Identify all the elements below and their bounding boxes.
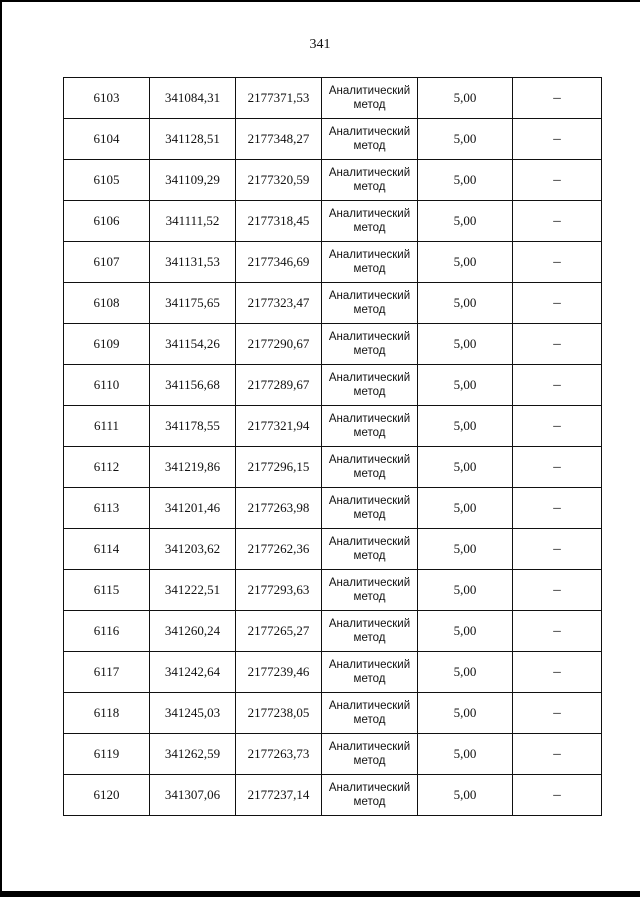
method-line-1: Аналитический: [328, 167, 411, 179]
method-line-2: метод: [353, 673, 386, 685]
accuracy-cell: 5,00: [418, 160, 513, 201]
x-coordinate-cell: 341178,55: [150, 406, 236, 447]
x-coordinate-cell: 341175,65: [150, 283, 236, 324]
table-row: [64, 652, 602, 693]
method-line-2: метод: [353, 263, 386, 275]
method-line-2: метод: [353, 796, 386, 808]
accuracy-cell: 5,00: [418, 693, 513, 734]
x-coordinate-cell: 341245,03: [150, 693, 236, 734]
x-coordinate-cell: 341111,52: [150, 201, 236, 242]
dash-cell: –: [513, 406, 602, 447]
x-coordinate-cell: 341219,86: [150, 447, 236, 488]
method-line-2: метод: [353, 550, 386, 562]
dash-cell: –: [513, 78, 602, 119]
accuracy-cell: 5,00: [418, 324, 513, 365]
method-line-1: Аналитический: [328, 782, 411, 794]
method-cell: [322, 78, 418, 119]
accuracy-cell: 5,00: [418, 775, 513, 816]
y-coordinate-cell: 2177296,15: [236, 447, 322, 488]
table-row: [64, 78, 602, 119]
x-coordinate-cell: 341260,24: [150, 611, 236, 652]
method-line-2: метод: [353, 714, 386, 726]
method-line-2: метод: [353, 468, 386, 480]
method-line-1: Аналитический: [328, 290, 411, 302]
method-line-1: Аналитический: [328, 331, 411, 343]
x-coordinate-cell: 341262,59: [150, 734, 236, 775]
y-coordinate-cell: 2177371,53: [236, 78, 322, 119]
dash-cell: –: [513, 447, 602, 488]
method-line-2: метод: [353, 509, 386, 521]
dash-cell: –: [513, 693, 602, 734]
y-coordinate-cell: 2177323,47: [236, 283, 322, 324]
method-cell: [322, 160, 418, 201]
method-line-2: метод: [353, 304, 386, 316]
method-line-1: Аналитический: [328, 577, 411, 589]
dash-cell: –: [513, 119, 602, 160]
x-coordinate-cell: 341242,64: [150, 652, 236, 693]
y-coordinate-cell: 2177265,27: [236, 611, 322, 652]
method-cell: [322, 611, 418, 652]
scan-border-top: [0, 0, 640, 2]
table-row: [64, 324, 602, 365]
y-coordinate-cell: 2177318,45: [236, 201, 322, 242]
table-row: [64, 283, 602, 324]
y-coordinate-cell: 2177346,69: [236, 242, 322, 283]
coordinates-table: [63, 77, 602, 816]
method-cell: [322, 365, 418, 406]
method-cell: [322, 406, 418, 447]
dash-cell: –: [513, 283, 602, 324]
method-cell: [322, 529, 418, 570]
y-coordinate-cell: 2177238,05: [236, 693, 322, 734]
dash-cell: –: [513, 529, 602, 570]
accuracy-cell: 5,00: [418, 119, 513, 160]
point-number-cell: 6120: [64, 775, 150, 816]
table-row: [64, 160, 602, 201]
x-coordinate-cell: 341154,26: [150, 324, 236, 365]
table-row: [64, 529, 602, 570]
y-coordinate-cell: 2177237,14: [236, 775, 322, 816]
point-number-cell: 6113: [64, 488, 150, 529]
y-coordinate-cell: 2177290,67: [236, 324, 322, 365]
point-number-cell: 6119: [64, 734, 150, 775]
dash-cell: –: [513, 242, 602, 283]
method-line-2: метод: [353, 140, 386, 152]
x-coordinate-cell: 341084,31: [150, 78, 236, 119]
dash-cell: –: [513, 201, 602, 242]
table-row: [64, 242, 602, 283]
method-cell: [322, 693, 418, 734]
table-row: [64, 734, 602, 775]
y-coordinate-cell: 2177348,27: [236, 119, 322, 160]
accuracy-cell: 5,00: [418, 488, 513, 529]
method-line-2: метод: [353, 591, 386, 603]
table-row: [64, 447, 602, 488]
accuracy-cell: 5,00: [418, 447, 513, 488]
method-line-1: Аналитический: [328, 659, 411, 671]
point-number-cell: 6107: [64, 242, 150, 283]
x-coordinate-cell: 341307,06: [150, 775, 236, 816]
method-line-2: метод: [353, 427, 386, 439]
x-coordinate-cell: 341131,53: [150, 242, 236, 283]
method-line-1: Аналитический: [328, 741, 411, 753]
method-line-1: Аналитический: [328, 495, 411, 507]
x-coordinate-cell: 341109,29: [150, 160, 236, 201]
table-row: [64, 570, 602, 611]
table-row: [64, 365, 602, 406]
table-row: [64, 488, 602, 529]
table-row: [64, 406, 602, 447]
accuracy-cell: 5,00: [418, 734, 513, 775]
table-row: [64, 201, 602, 242]
accuracy-cell: 5,00: [418, 529, 513, 570]
point-number-cell: 6110: [64, 365, 150, 406]
point-number-cell: 6105: [64, 160, 150, 201]
method-cell: [322, 283, 418, 324]
method-line-1: Аналитический: [328, 372, 411, 384]
method-line-2: метод: [353, 345, 386, 357]
accuracy-cell: 5,00: [418, 365, 513, 406]
y-coordinate-cell: 2177262,36: [236, 529, 322, 570]
accuracy-cell: 5,00: [418, 78, 513, 119]
point-number-cell: 6108: [64, 283, 150, 324]
point-number-cell: 6118: [64, 693, 150, 734]
method-cell: [322, 488, 418, 529]
dash-cell: –: [513, 324, 602, 365]
method-line-1: Аналитический: [328, 85, 411, 97]
dash-cell: –: [513, 160, 602, 201]
method-cell: [322, 652, 418, 693]
x-coordinate-cell: 341128,51: [150, 119, 236, 160]
method-cell: [322, 447, 418, 488]
dash-cell: –: [513, 611, 602, 652]
method-cell: [322, 324, 418, 365]
scan-border-left: [0, 0, 2, 897]
accuracy-cell: 5,00: [418, 201, 513, 242]
dash-cell: –: [513, 488, 602, 529]
point-number-cell: 6109: [64, 324, 150, 365]
method-line-2: метод: [353, 99, 386, 111]
dash-cell: –: [513, 652, 602, 693]
table-row: [64, 119, 602, 160]
method-line-2: метод: [353, 386, 386, 398]
method-line-1: Аналитический: [328, 618, 411, 630]
method-line-1: Аналитический: [328, 249, 411, 261]
scan-border-bottom: [0, 891, 640, 897]
accuracy-cell: 5,00: [418, 652, 513, 693]
table-row: [64, 611, 602, 652]
method-cell: [322, 242, 418, 283]
method-line-2: метод: [353, 181, 386, 193]
dash-cell: –: [513, 775, 602, 816]
point-number-cell: 6112: [64, 447, 150, 488]
method-line-1: Аналитический: [328, 536, 411, 548]
dash-cell: –: [513, 570, 602, 611]
method-line-1: Аналитический: [328, 700, 411, 712]
method-line-2: метод: [353, 755, 386, 767]
x-coordinate-cell: 341203,62: [150, 529, 236, 570]
dash-cell: –: [513, 365, 602, 406]
method-cell: [322, 570, 418, 611]
method-line-1: Аналитический: [328, 126, 411, 138]
y-coordinate-cell: 2177263,73: [236, 734, 322, 775]
accuracy-cell: 5,00: [418, 611, 513, 652]
method-line-1: Аналитический: [328, 454, 411, 466]
method-line-2: метод: [353, 222, 386, 234]
y-coordinate-cell: 2177321,94: [236, 406, 322, 447]
method-line-1: Аналитический: [328, 208, 411, 220]
method-cell: [322, 119, 418, 160]
y-coordinate-cell: 2177320,59: [236, 160, 322, 201]
table-row: [64, 693, 602, 734]
y-coordinate-cell: 2177239,46: [236, 652, 322, 693]
method-line-2: метод: [353, 632, 386, 644]
table-body: [64, 78, 602, 816]
point-number-cell: 6115: [64, 570, 150, 611]
table-row: [64, 775, 602, 816]
accuracy-cell: 5,00: [418, 283, 513, 324]
point-number-cell: 6104: [64, 119, 150, 160]
point-number-cell: 6103: [64, 78, 150, 119]
x-coordinate-cell: 341201,46: [150, 488, 236, 529]
x-coordinate-cell: 341222,51: [150, 570, 236, 611]
x-coordinate-cell: 341156,68: [150, 365, 236, 406]
accuracy-cell: 5,00: [418, 242, 513, 283]
dash-cell: –: [513, 734, 602, 775]
accuracy-cell: 5,00: [418, 570, 513, 611]
method-cell: [322, 734, 418, 775]
y-coordinate-cell: 2177289,67: [236, 365, 322, 406]
point-number-cell: 6116: [64, 611, 150, 652]
y-coordinate-cell: 2177293,63: [236, 570, 322, 611]
accuracy-cell: 5,00: [418, 406, 513, 447]
y-coordinate-cell: 2177263,98: [236, 488, 322, 529]
method-cell: [322, 775, 418, 816]
point-number-cell: 6106: [64, 201, 150, 242]
method-cell: [322, 201, 418, 242]
page-number: 341: [309, 37, 331, 52]
point-number-cell: 6114: [64, 529, 150, 570]
point-number-cell: 6117: [64, 652, 150, 693]
method-line-1: Аналитический: [328, 413, 411, 425]
point-number-cell: 6111: [64, 406, 150, 447]
